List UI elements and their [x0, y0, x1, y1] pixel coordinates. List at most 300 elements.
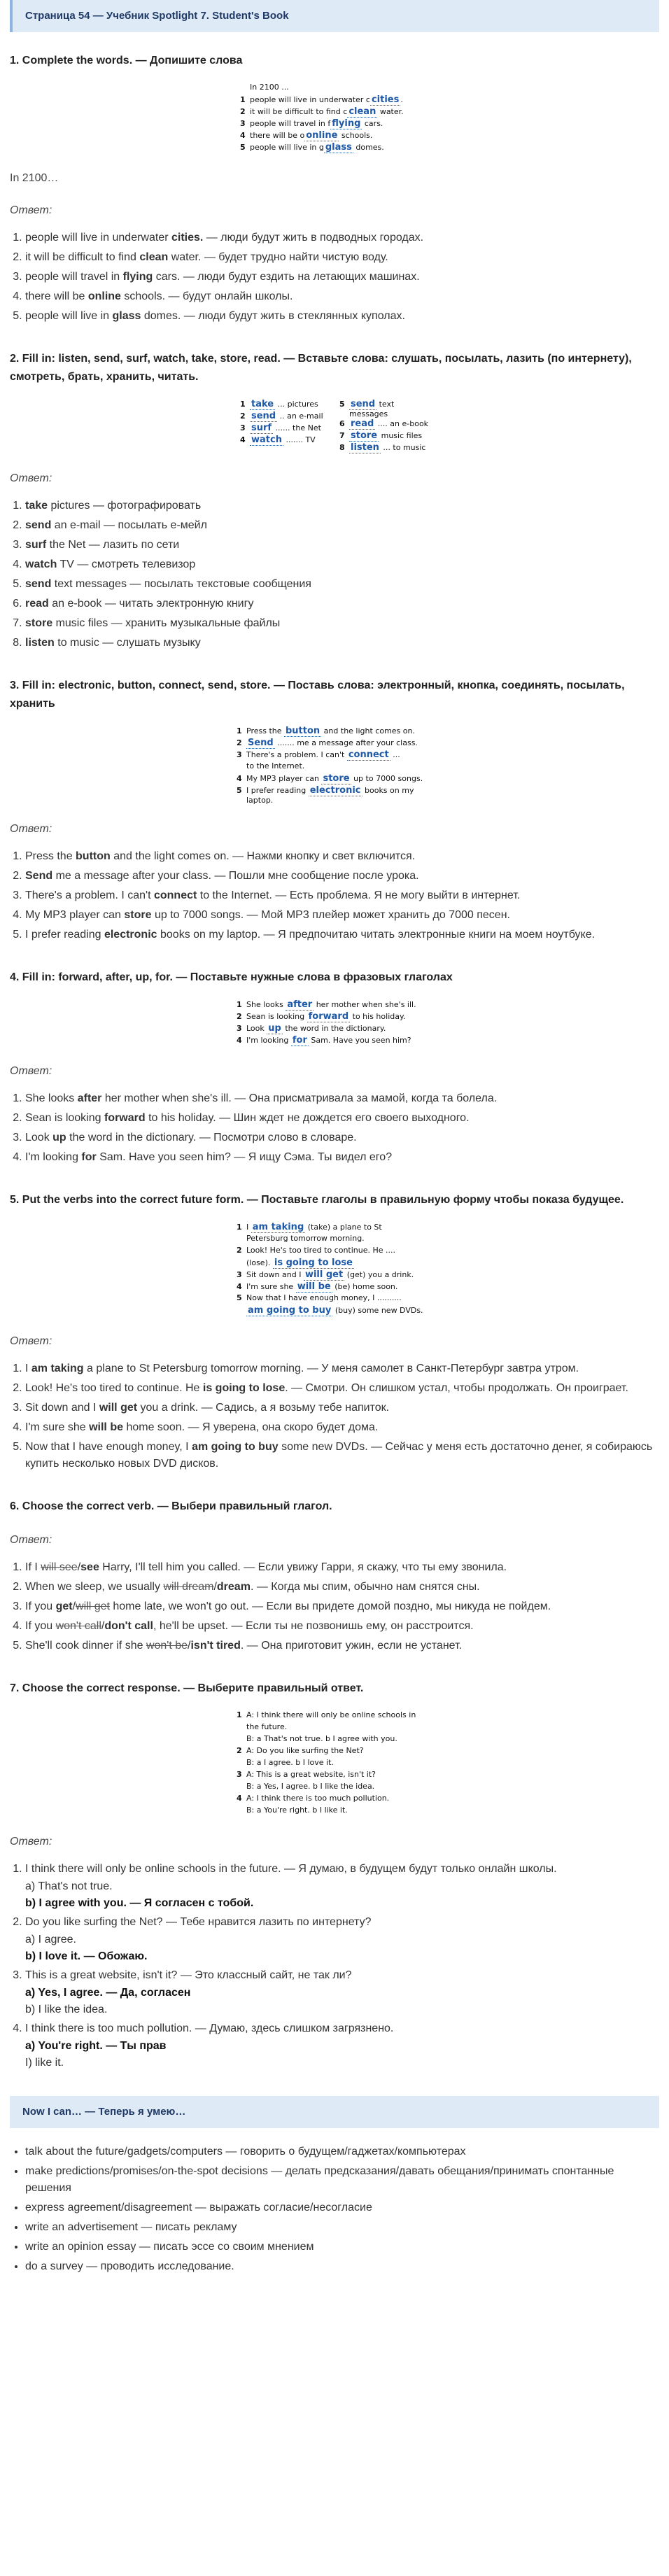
printed-text: I prefer reading	[246, 786, 309, 795]
question-text: 1. I think there will only be online schools in the future. — Я думаю, в будущем будут только онлайн школы.	[25, 1863, 557, 1875]
option-b: b) I love it. — Обожаю.	[25, 1950, 148, 1962]
answer-text: My MP3 player can	[25, 909, 125, 921]
answer-item	[25, 288, 659, 305]
now-i-can-item: • write an advertisement — писать рекламу	[25, 2219, 659, 2236]
answer-item	[25, 887, 659, 904]
answer-text: . — Когда мы спим, обычно нам снятся сны.	[250, 1581, 480, 1593]
printed-text: There's a problem. I can't	[246, 750, 347, 759]
answer-text: music files — хранить музыкальные файлы	[52, 617, 281, 629]
answer-item	[25, 635, 659, 652]
answer-item	[25, 498, 659, 514]
task-5-answers	[10, 1360, 659, 1472]
answer-keyword: send	[25, 519, 52, 531]
printed-text: (take) a plane to St	[305, 1223, 382, 1232]
now-i-can-list	[10, 2144, 659, 2275]
printed-text: the word in the dictionary.	[282, 1024, 386, 1033]
answer-keyword: electronic	[104, 929, 157, 941]
answer-item	[25, 1559, 659, 1576]
printed-text: I'm looking	[246, 1036, 291, 1045]
wrong-option: will see	[41, 1561, 78, 1573]
task-4-title: 4. Fill in: forward, after, up, for. — Поставьте нужные слова в фразовых глаголах	[10, 971, 453, 983]
printed-text: (buy) some new DVDs.	[332, 1306, 423, 1315]
printed-text: her mother when she's ill.	[314, 1000, 416, 1009]
task-7-title: 7. Choose the correct response. — Выберите правильный ответ.	[10, 1682, 364, 1694]
answer-item	[25, 615, 659, 632]
answer-keyword: watch	[25, 558, 57, 570]
line-text	[246, 1023, 386, 1034]
answer-item	[25, 1618, 659, 1635]
textbook-line	[237, 1293, 432, 1305]
line-number: 4	[237, 1282, 242, 1291]
answer-text: I	[25, 1363, 31, 1374]
textbook-line	[240, 399, 330, 411]
task-4	[10, 969, 659, 1166]
answer-text: books on my laptop. — Я предпочитаю читать электронные книги на моем ноутбуке.	[157, 929, 596, 941]
task-3	[10, 677, 659, 943]
line-number: 3	[237, 1024, 242, 1033]
line-number: 1	[240, 400, 246, 409]
handwritten-answer: up	[268, 1023, 281, 1034]
line-text	[246, 738, 418, 748]
textbook-line	[339, 442, 429, 454]
answer-item	[25, 1360, 659, 1377]
answer-item	[25, 848, 659, 865]
line-text	[246, 761, 304, 770]
textbook-line	[237, 1305, 432, 1317]
answer-text: — люди будут жить в подводных городах.	[203, 232, 424, 244]
textbook-line	[237, 1281, 432, 1293]
answer-label: Ответ:	[10, 204, 52, 216]
handwritten-answer: send	[251, 411, 276, 421]
printed-text: Look	[246, 1024, 267, 1033]
answer-keyword: am taking	[31, 1363, 84, 1374]
printed-text: Sean is looking	[246, 1012, 307, 1021]
printed-text: ....... TV	[283, 435, 316, 444]
page-header	[10, 0, 659, 32]
handwritten-answer: connect	[348, 749, 389, 760]
handwritten-answer: watch	[251, 435, 282, 445]
handwritten-answer: will be	[297, 1281, 331, 1292]
task-1-textbook-image	[240, 83, 429, 154]
answer-text: the word in the dictionary. — Посмотри слово в словаре.	[66, 1132, 357, 1143]
line-text	[246, 749, 400, 760]
answer-label: Ответ:	[10, 1534, 52, 1546]
printed-text: B: a That's not true. b I agree with you.	[246, 1734, 397, 1743]
answer-item	[25, 537, 659, 554]
answer-keyword: will be	[89, 1421, 123, 1433]
answer-keyword: listen	[25, 637, 55, 649]
printed-text: .	[400, 95, 403, 104]
answer-item	[25, 1579, 659, 1596]
printed-text: Press the	[246, 726, 284, 736]
line-text	[246, 1246, 395, 1255]
line-text	[246, 773, 423, 784]
task-1	[10, 52, 659, 325]
answer-label: Ответ:	[10, 1836, 52, 1847]
handwritten-answer: am going to buy	[248, 1305, 332, 1316]
answer-keyword: store	[25, 617, 53, 629]
printed-text: and the light comes on.	[321, 726, 415, 736]
question-text: 3. This is a great website, isn't it? — Это классный сайт, не так ли?	[25, 1969, 352, 1981]
answer-text: Look! He's too tired to continue. He	[25, 1382, 203, 1394]
printed-text: ...... the Net	[273, 423, 321, 432]
task-1-answers	[10, 230, 659, 325]
answer-keyword: connect	[153, 889, 197, 901]
answer-text: to music — слушать музыку	[54, 637, 201, 649]
task-5	[10, 1191, 659, 1472]
answer-text: When we sleep, we usually	[25, 1581, 164, 1593]
line-number: 1	[237, 726, 242, 736]
answer-keyword: for	[81, 1151, 97, 1163]
line-text	[246, 1035, 411, 1046]
task-2-textbook-image	[240, 399, 429, 454]
answer-item	[25, 1400, 659, 1416]
printed-text: Sit down and I	[246, 1270, 304, 1279]
handwritten-answer: electronic	[309, 785, 361, 796]
printed-text: (get) you a drink.	[344, 1270, 414, 1279]
answer-item	[25, 230, 659, 246]
answer-text: pictures — фотографировать	[48, 500, 202, 512]
answer-text: a plane to St Petersburg tomorrow morning. — У меня самолет в Санкт-Петербург завтра утром.	[83, 1363, 579, 1374]
task-5-title: 5. Put the verbs into the correct future form. — Поставьте глаголы в правильную форму чтобы показа будущее.	[10, 1194, 624, 1206]
answer-item	[25, 308, 659, 325]
answer-text: up to 7000 songs. — Мой MP3 плейер может хранить до 7000 песен.	[151, 909, 510, 921]
answer-text: She'll cook dinner if she	[25, 1640, 146, 1652]
task-7-answers	[10, 1861, 659, 2071]
line-number: 4	[240, 435, 246, 444]
answer-text: TV — смотреть телевизор	[57, 558, 196, 570]
answer-text: If you	[25, 1600, 56, 1612]
line-text	[246, 785, 432, 805]
now-i-can-item: • do a survey — проводить исследование.	[25, 2258, 659, 2275]
textbook-line	[237, 1722, 432, 1734]
textbook-line	[339, 430, 429, 442]
answer-keyword: forward	[104, 1112, 146, 1124]
answer-item	[25, 517, 659, 534]
printed-text: A: I think there will only be online schools in	[246, 1710, 416, 1719]
textbook-line	[237, 1258, 432, 1269]
line-number: 7	[339, 431, 345, 440]
line-text	[250, 94, 403, 105]
answer-item	[25, 1967, 659, 2018]
line-text	[246, 1011, 405, 1022]
answer-text: the Net — лазить по сети	[46, 539, 180, 551]
answer-item	[25, 1110, 659, 1127]
task-2-title: 2. Fill in: listen, send, surf, watch, take, store, read. — Вставьте слова: слушать, посылать, лазить (по интернету), смотреть, брать, хранить, читать.	[10, 353, 632, 383]
answer-text: She looks	[25, 1092, 78, 1104]
option-separator: /	[72, 1600, 76, 1612]
answer-text: Sam. Have you seen him? — Я ищу Сэма. Ты видел его?	[96, 1151, 393, 1163]
answer-keyword: cities.	[171, 232, 204, 244]
printed-text: .... an e-book	[375, 419, 429, 428]
answer-text: water. — будет трудно найти чистую воду.	[168, 251, 388, 263]
line-number: 4	[237, 1794, 242, 1803]
wrong-option: won't call	[55, 1620, 101, 1632]
task-4-answers	[10, 1090, 659, 1166]
printed-text: A: I think there is too much pollution.	[246, 1794, 390, 1803]
answer-keyword: clean	[139, 251, 169, 263]
printed-text: the future.	[246, 1722, 288, 1731]
textbook-line	[237, 1246, 432, 1258]
printed-text: B: a You're right. b I like it.	[246, 1806, 348, 1815]
line-number: 1	[237, 1000, 242, 1009]
line-text	[246, 1293, 402, 1302]
line-text	[349, 430, 422, 441]
line-text	[250, 399, 318, 409]
answer-text: to the Internet. — Есть проблема. Я не могу выйти в интернет.	[197, 889, 521, 901]
textbook-line	[237, 1222, 432, 1234]
printed-text: people will live in g	[250, 143, 324, 152]
answer-text: there will be	[25, 290, 88, 302]
answer-item	[25, 1419, 659, 1436]
textbook-line	[237, 761, 432, 773]
answer-keyword: glass	[112, 310, 141, 322]
handwritten-answer: store	[351, 430, 378, 441]
option-b: b) I agree with you. — Я согласен с тобой.	[25, 1897, 254, 1909]
answer-text: text messages — посылать текстовые сообщения	[51, 578, 311, 590]
printed-text: A: This is a great website, isn't it?	[246, 1770, 376, 1779]
textbook-line	[240, 94, 429, 106]
printed-text: up to 7000 songs.	[351, 774, 423, 783]
printed-text: people will live in underwater c	[250, 95, 370, 104]
textbook-line	[237, 1746, 432, 1758]
answer-keyword: button	[76, 850, 111, 862]
answer-item	[25, 868, 659, 885]
correct-option: see	[80, 1561, 99, 1573]
printed-text: to his holiday.	[350, 1012, 406, 1021]
option-separator: /	[188, 1640, 191, 1652]
handwritten-answer: am taking	[252, 1222, 304, 1232]
handwritten-answer: clean	[348, 106, 376, 117]
answer-text: domes. — люди будут жить в стеклянных куполах.	[141, 310, 405, 322]
line-text	[250, 142, 384, 153]
answer-text: home late, we won't go out. — Если вы придете домой поздно, мы никуда не пойдем.	[109, 1600, 551, 1612]
printed-text: I'm sure she	[246, 1282, 296, 1291]
answer-item	[25, 1914, 659, 1964]
printed-text: Petersburg tomorrow morning.	[246, 1234, 365, 1243]
answer-keyword: online	[87, 290, 121, 302]
printed-text: books on my laptop.	[246, 786, 414, 805]
line-text	[246, 1269, 414, 1280]
printed-text: B: a I agree. b I love it.	[246, 1758, 334, 1767]
line-text	[349, 442, 425, 453]
printed-text: A: Do you like surfing the Net?	[246, 1746, 364, 1755]
line-text	[250, 411, 323, 421]
option-a: a) That's not true.	[25, 1880, 113, 1892]
now-i-can-item: • write an opinion essay — писать эссе со своим мнением	[25, 2239, 659, 2255]
answer-item	[25, 1380, 659, 1397]
answer-keyword: flying	[122, 271, 153, 283]
printed-text: cars.	[362, 119, 383, 128]
answer-item	[25, 1129, 659, 1146]
line-number: 5	[339, 400, 345, 409]
answer-text: some new DVDs. — Сейчас у меня есть достаточно денег, я собираюсь купить несколько новых DVD дисков.	[25, 1441, 653, 1470]
task-7	[10, 1680, 659, 2071]
printed-text: (be) home soon.	[332, 1282, 398, 1291]
line-number: 3	[240, 423, 246, 432]
printed-text: schools.	[339, 131, 373, 140]
correct-option: get	[55, 1600, 73, 1612]
printed-text: people will travel in f	[250, 119, 331, 128]
answer-text: an e-mail — посылать е-мейл	[51, 519, 207, 531]
task-3-textbook-image	[237, 726, 432, 805]
textbook-line	[237, 738, 432, 749]
answer-item	[25, 596, 659, 612]
option-separator: /	[101, 1620, 105, 1632]
answer-item	[25, 1090, 659, 1107]
printed-text: to the Internet.	[246, 761, 305, 770]
textbook-line	[237, 1794, 432, 1806]
answer-item	[25, 927, 659, 943]
answer-label: Ответ:	[10, 823, 52, 835]
line-number: 2	[237, 1012, 242, 1021]
answer-item	[25, 1439, 659, 1472]
task-6-title: 6. Choose the correct verb. — Выбери правильный глагол.	[10, 1500, 332, 1512]
handwritten-answer: for	[292, 1035, 307, 1046]
textbook-line	[237, 1023, 432, 1035]
line-number: 8	[339, 443, 345, 452]
textbook-line	[237, 999, 432, 1011]
task-4-textbook-image	[237, 999, 432, 1047]
line-number: 2	[240, 107, 246, 116]
option-a: a) Yes, I agree. — Да, согласен	[25, 1987, 191, 1999]
answer-keyword: take	[25, 500, 48, 512]
line-text	[250, 435, 316, 445]
handwritten-answer: flying	[332, 118, 361, 129]
answer-item	[25, 1861, 659, 1911]
answer-text: If you	[25, 1620, 56, 1632]
handwritten-answer: take	[251, 399, 274, 409]
handwritten-answer: is going to lose	[274, 1258, 353, 1268]
answer-item	[25, 249, 659, 266]
answer-text: you a drink. — Садись, а я возьму тебе напиток.	[137, 1402, 390, 1414]
answer-keyword: store	[124, 909, 152, 921]
question-text: 2. Do you like surfing the Net? — Тебе нравится лазить по интернету?	[25, 1916, 372, 1928]
answer-item	[25, 556, 659, 573]
answer-text: people will live in	[25, 310, 113, 322]
line-number: 1	[237, 1710, 242, 1719]
line-number: 4	[237, 774, 242, 783]
task-2-answers	[10, 498, 659, 652]
answer-keyword: after	[77, 1092, 102, 1104]
line-text	[349, 418, 428, 429]
answer-item	[25, 269, 659, 286]
answer-item	[25, 576, 659, 593]
textbook-line	[237, 1782, 432, 1794]
line-text	[246, 1305, 423, 1316]
answer-label: Ответ:	[10, 472, 52, 484]
task-2-image-right-column	[339, 399, 429, 454]
answer-text: Sit down and I	[25, 1402, 99, 1414]
correct-option: don't call	[104, 1620, 153, 1632]
answer-text: I'm looking	[25, 1151, 82, 1163]
option-b: b) I like the idea.	[25, 2004, 108, 2015]
wrong-option: won't be	[146, 1640, 188, 1652]
handwritten-answer: cities	[371, 94, 400, 105]
handwritten-answer: Send	[248, 738, 274, 748]
answer-text: . — Она приготовит ужин, если не устанет.	[240, 1640, 463, 1652]
answer-text: an e-book — читать электронную книгу	[48, 598, 254, 610]
printed-text: ... pictures	[275, 400, 318, 409]
line-number: 5	[237, 1293, 242, 1302]
textbook-line	[237, 1734, 432, 1746]
option-separator: /	[213, 1581, 217, 1593]
line-number: 3	[237, 750, 242, 759]
handwritten-answer: surf	[251, 423, 272, 433]
answer-keyword: is going to lose	[202, 1382, 286, 1394]
option-a: a) You're right. — Ты прав	[25, 2040, 167, 2052]
handwritten-answer: send	[351, 399, 376, 409]
answer-text: her mother when she's ill. — Она присматривала за мамой, когда та болела.	[101, 1092, 498, 1104]
answer-item	[25, 907, 659, 924]
answer-keyword: Send	[25, 870, 53, 882]
line-number: 4	[240, 131, 246, 140]
answer-text: . — Смотри. Он слишком устал, чтобы продолжать. Он проиграет.	[285, 1382, 628, 1394]
answer-item	[25, 1638, 659, 1654]
textbook-line	[240, 130, 429, 142]
printed-text: .. an e-mail	[277, 411, 323, 421]
textbook-line	[237, 1710, 432, 1722]
textbook-line	[237, 1770, 432, 1782]
answer-item	[25, 1149, 659, 1166]
line-text	[250, 106, 404, 117]
answer-keyword: will get	[99, 1402, 138, 1414]
wrong-option: will get	[76, 1600, 110, 1612]
task-1-title: 1. Complete the words. — Допишите слова	[10, 55, 243, 66]
printed-text: domes.	[353, 143, 384, 152]
task-3-title: 3. Fill in: electronic, button, connect, send, store. — Поставь слова: электронный, кнопка, соединять, посылать, хранить	[10, 680, 625, 710]
printed-text: ...	[390, 750, 400, 759]
printed-text: ....... me a message after your class.	[274, 738, 418, 747]
answer-text: home soon. — Я уверена, она скоро будет дома.	[123, 1421, 379, 1433]
printed-text: I	[246, 1223, 251, 1232]
answer-text: I'm sure she	[25, 1421, 90, 1433]
answer-text: me a message after your class. — Пошли мне сообщение после урока.	[52, 870, 419, 882]
textbook-line	[240, 435, 330, 446]
correct-option: isn't tired	[190, 1640, 241, 1652]
answer-text: Sean is looking	[25, 1112, 104, 1124]
now-i-can-header	[10, 2096, 659, 2128]
handwritten-answer: online	[306, 130, 338, 141]
answer-text: , he'll be upset. — Если ты не позвонишь ему, он расстроится.	[153, 1620, 474, 1632]
task-1-image-lines	[240, 94, 429, 154]
handwritten-answer: store	[323, 773, 350, 784]
answer-text: people will travel in	[25, 271, 123, 283]
line-number: 6	[339, 419, 345, 428]
answer-keyword: am going to buy	[192, 1441, 279, 1453]
line-text	[246, 1281, 397, 1292]
answer-text: schools. — будут онлайн школы.	[120, 290, 293, 302]
printed-text: Now that I have enough money, I ..........	[246, 1293, 402, 1302]
textbook-line	[240, 118, 429, 130]
now-i-can-item: • make predictions/promises/on-the-spot decisions — делать предсказания/давать обещания/принимать спонтанные решения	[25, 2163, 659, 2197]
answer-text: cars. — люди будут ездить на летающих машинах.	[153, 271, 420, 283]
correct-option: dream	[216, 1581, 251, 1593]
textbook-line	[339, 418, 429, 430]
textbook-line	[237, 785, 432, 805]
answer-text: people will live in underwater	[25, 232, 171, 244]
textbook-line	[237, 1011, 432, 1023]
printed-text: it will be difficult to find c	[250, 107, 348, 116]
line-number: 5	[237, 786, 242, 795]
handwritten-answer: glass	[325, 142, 352, 153]
printed-text: there will be o	[250, 131, 305, 140]
task-7-textbook-image	[237, 1710, 432, 1817]
line-text	[250, 118, 383, 129]
handwritten-answer: button	[286, 726, 321, 736]
handwritten-answer: forward	[308, 1011, 349, 1022]
answer-text: There's a problem. I can't	[25, 889, 154, 901]
